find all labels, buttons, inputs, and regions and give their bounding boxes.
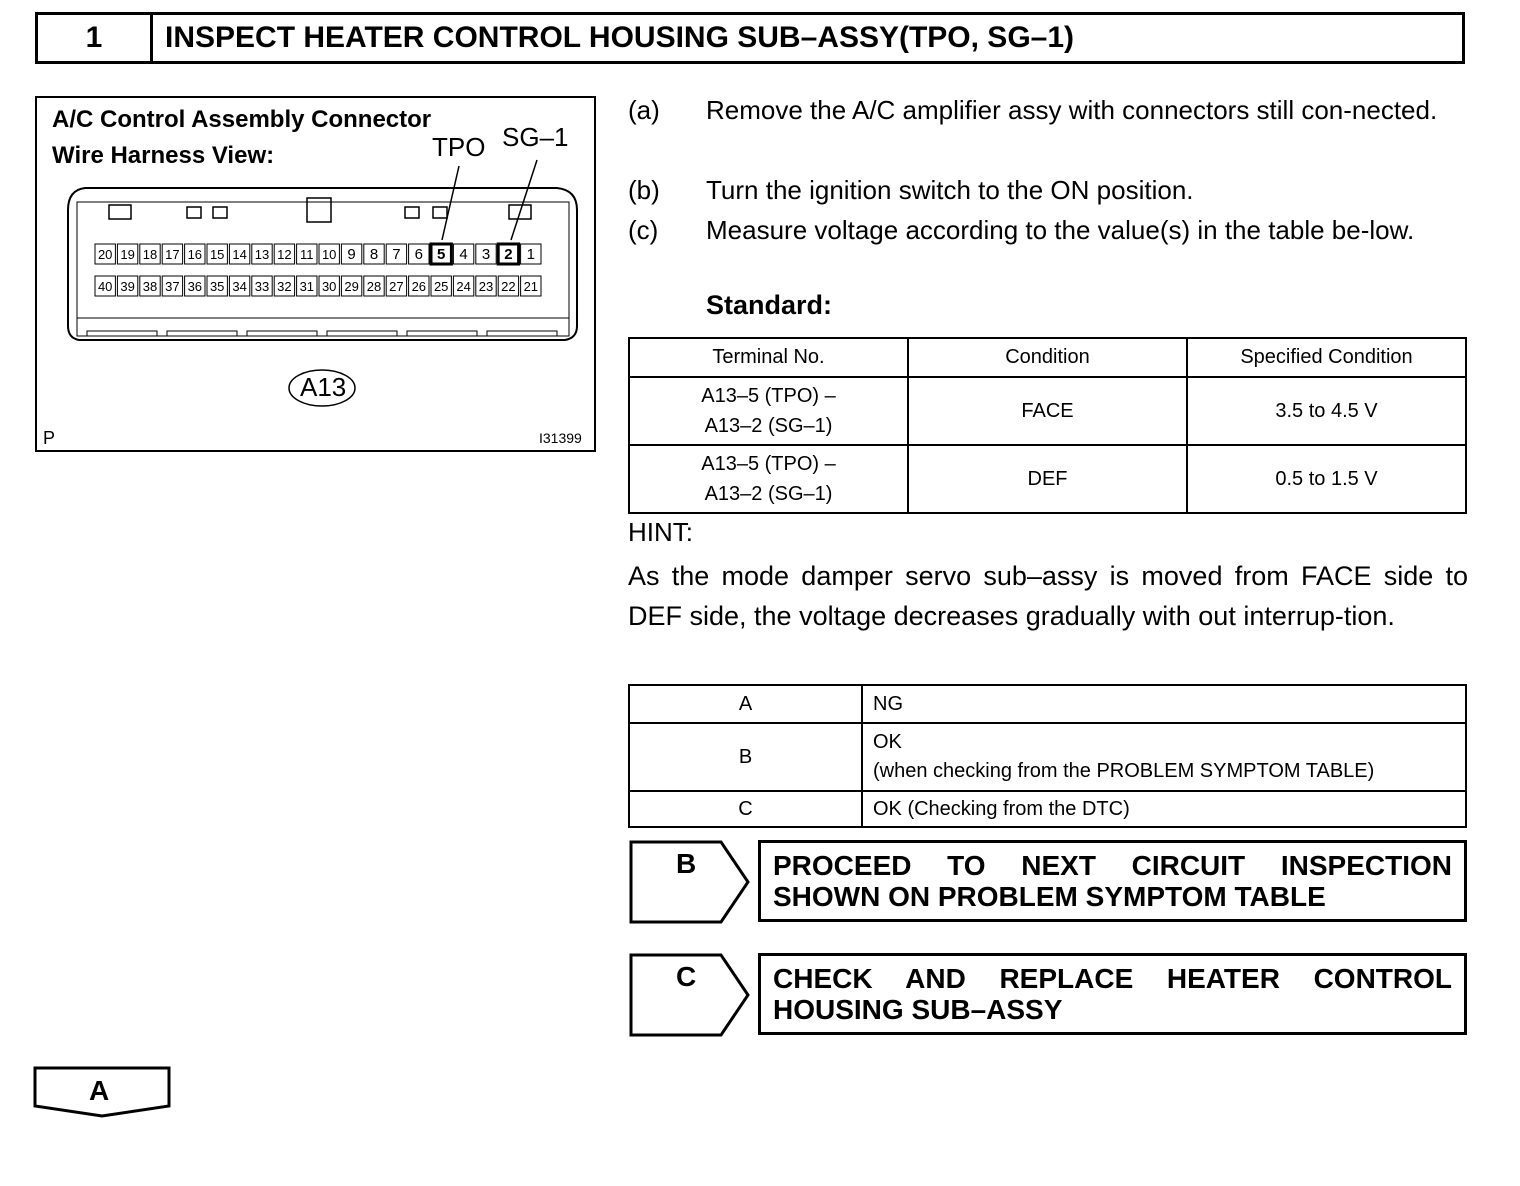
pin-top-label: 18 xyxy=(142,247,158,262)
terminal-line2: A13–2 (SG–1) xyxy=(704,415,833,437)
col-condition: Condition xyxy=(908,338,1187,377)
pin-bottom-label: 35 xyxy=(209,279,225,294)
pin-bottom-label: 34 xyxy=(232,279,247,294)
pin-bottom-label: 40 xyxy=(97,279,113,294)
pin-top-label: 20 xyxy=(97,247,113,262)
table-row xyxy=(629,723,1466,791)
table-row xyxy=(629,791,1466,827)
pin-bottom-label: 32 xyxy=(277,279,292,294)
pin-top-label: 12 xyxy=(277,247,292,262)
pin-bottom-label: 25 xyxy=(433,279,449,294)
result-value-line1: OK xyxy=(873,731,902,753)
step-number: 1 xyxy=(38,15,153,61)
result-table xyxy=(628,684,1467,828)
step-a xyxy=(628,90,1468,170)
pin-bottom-label: 24 xyxy=(456,279,471,294)
terminal-cell xyxy=(629,377,908,445)
terminal-line2: A13–2 (SG–1) xyxy=(704,483,833,505)
standard-table xyxy=(628,337,1467,514)
step-b-letter: (b) xyxy=(628,175,660,205)
terminal-line1: A13–5 (TPO) – xyxy=(701,385,836,407)
step-b xyxy=(628,170,1468,210)
step-a-letter: (a) xyxy=(628,95,660,125)
result-value: OK (Checking from the DTC) xyxy=(862,791,1466,827)
step-header xyxy=(35,12,1465,64)
pin-top-label: 17 xyxy=(165,247,180,262)
spec-cell: 0.5 to 1.5 V xyxy=(1187,445,1466,513)
hint-label: HINT: xyxy=(628,517,693,547)
result-value: NG xyxy=(862,685,1466,723)
figure-code: I31399 xyxy=(539,430,582,446)
pin-top-label: 19 xyxy=(120,247,135,262)
sg1-label: SG–1 xyxy=(502,122,569,152)
table-row xyxy=(629,445,1466,513)
pin-bottom-label: 21 xyxy=(523,279,539,294)
step-c-letter: (c) xyxy=(628,215,659,245)
table-header-row xyxy=(629,338,1466,377)
condition-cell: DEF xyxy=(908,445,1187,513)
connector-figure xyxy=(35,96,596,452)
pin-bottom-label: 31 xyxy=(299,279,315,294)
pin-bottom-label: 36 xyxy=(187,279,203,294)
result-b-letter: B xyxy=(676,848,697,879)
table-row xyxy=(629,685,1466,723)
result-value-line2: (when checking from the PROBLEM SYMPTOM TABLE) xyxy=(873,760,1375,782)
pin-top-label: 6 xyxy=(414,246,423,263)
pin-top-label: 5 xyxy=(437,246,446,263)
step-title: INSPECT HEATER CONTROL HOUSING SUB–ASSY(TPO, SG–1) xyxy=(165,21,1075,54)
result-key: C xyxy=(629,791,862,827)
result-key: A xyxy=(629,685,862,723)
pin-top-label: 4 xyxy=(459,246,468,263)
next-step-a-letter: A xyxy=(89,1075,110,1106)
pin-bottom-label: 23 xyxy=(478,279,494,294)
pin-bottom-label: 28 xyxy=(366,279,382,294)
result-c-letter: C xyxy=(676,961,697,992)
pin-bottom-label: 39 xyxy=(120,279,135,294)
pin-top-label: 1 xyxy=(526,246,535,263)
connector-id: A13 xyxy=(300,372,347,402)
pin-bottom-label: 26 xyxy=(411,279,427,294)
result-b-box[interactable]: PROCEED TO NEXT CIRCUIT INSPECTION SHOWN ON PROBLEM SYMPTOM TABLE xyxy=(758,840,1467,922)
pin-bottom-label: 27 xyxy=(389,279,404,294)
col-spec: Specified Condition xyxy=(1187,338,1466,377)
corner-letter: P xyxy=(43,428,56,448)
pin-top-label: 15 xyxy=(209,247,225,262)
condition-cell: FACE xyxy=(908,377,1187,445)
result-value xyxy=(862,723,1466,791)
result-c-box[interactable]: CHECK AND REPLACE HEATER CONTROL HOUSING SUB–ASSY xyxy=(758,953,1467,1035)
pin-bottom-label: 22 xyxy=(501,279,516,294)
step-b-text: Turn the ignition switch to the ON position. xyxy=(706,175,1194,205)
figure-title-line1: A/C Control Assembly Connector xyxy=(52,106,432,133)
pin-top-label: 16 xyxy=(187,247,203,262)
hint-text: As the mode damper servo sub–assy is moved from FACE side to DEF side, the voltage decreases gradually with out interrup-tion. xyxy=(628,561,1468,631)
pin-bottom-label: 29 xyxy=(344,279,359,294)
pin-bottom-label: 30 xyxy=(321,279,337,294)
pin-top-label: 11 xyxy=(300,247,314,262)
pin-bottom-label: 38 xyxy=(142,279,158,294)
table-row xyxy=(629,377,1466,445)
pin-top-label: 10 xyxy=(321,247,337,262)
pin-bottom-label: 33 xyxy=(254,279,270,294)
pin-top-label: 9 xyxy=(347,246,356,263)
col-terminal: Terminal No. xyxy=(629,338,908,377)
step-a-text: Remove the A/C amplifier assy with connectors still con-nected. xyxy=(706,95,1438,125)
spec-cell: 3.5 to 4.5 V xyxy=(1187,377,1466,445)
step-c xyxy=(628,210,1468,290)
result-key: B xyxy=(629,723,862,791)
pin-top-label: 13 xyxy=(254,247,270,262)
step-c-text: Measure voltage according to the value(s) in the table be-low. xyxy=(706,215,1415,245)
pin-top-label: 3 xyxy=(481,246,491,263)
terminal-line1: A13–5 (TPO) – xyxy=(701,453,836,475)
pin-bottom-label: 37 xyxy=(165,279,180,294)
figure-title-line2: Wire Harness View: xyxy=(52,142,275,169)
pin-top-label: 8 xyxy=(369,246,379,263)
standard-label: Standard: xyxy=(706,290,833,320)
pin-top-label: 7 xyxy=(392,246,401,263)
terminal-cell xyxy=(629,445,908,513)
pin-top-label: 2 xyxy=(504,246,513,263)
tpo-label: TPO xyxy=(432,132,486,162)
pin-top-label: 14 xyxy=(232,247,247,262)
